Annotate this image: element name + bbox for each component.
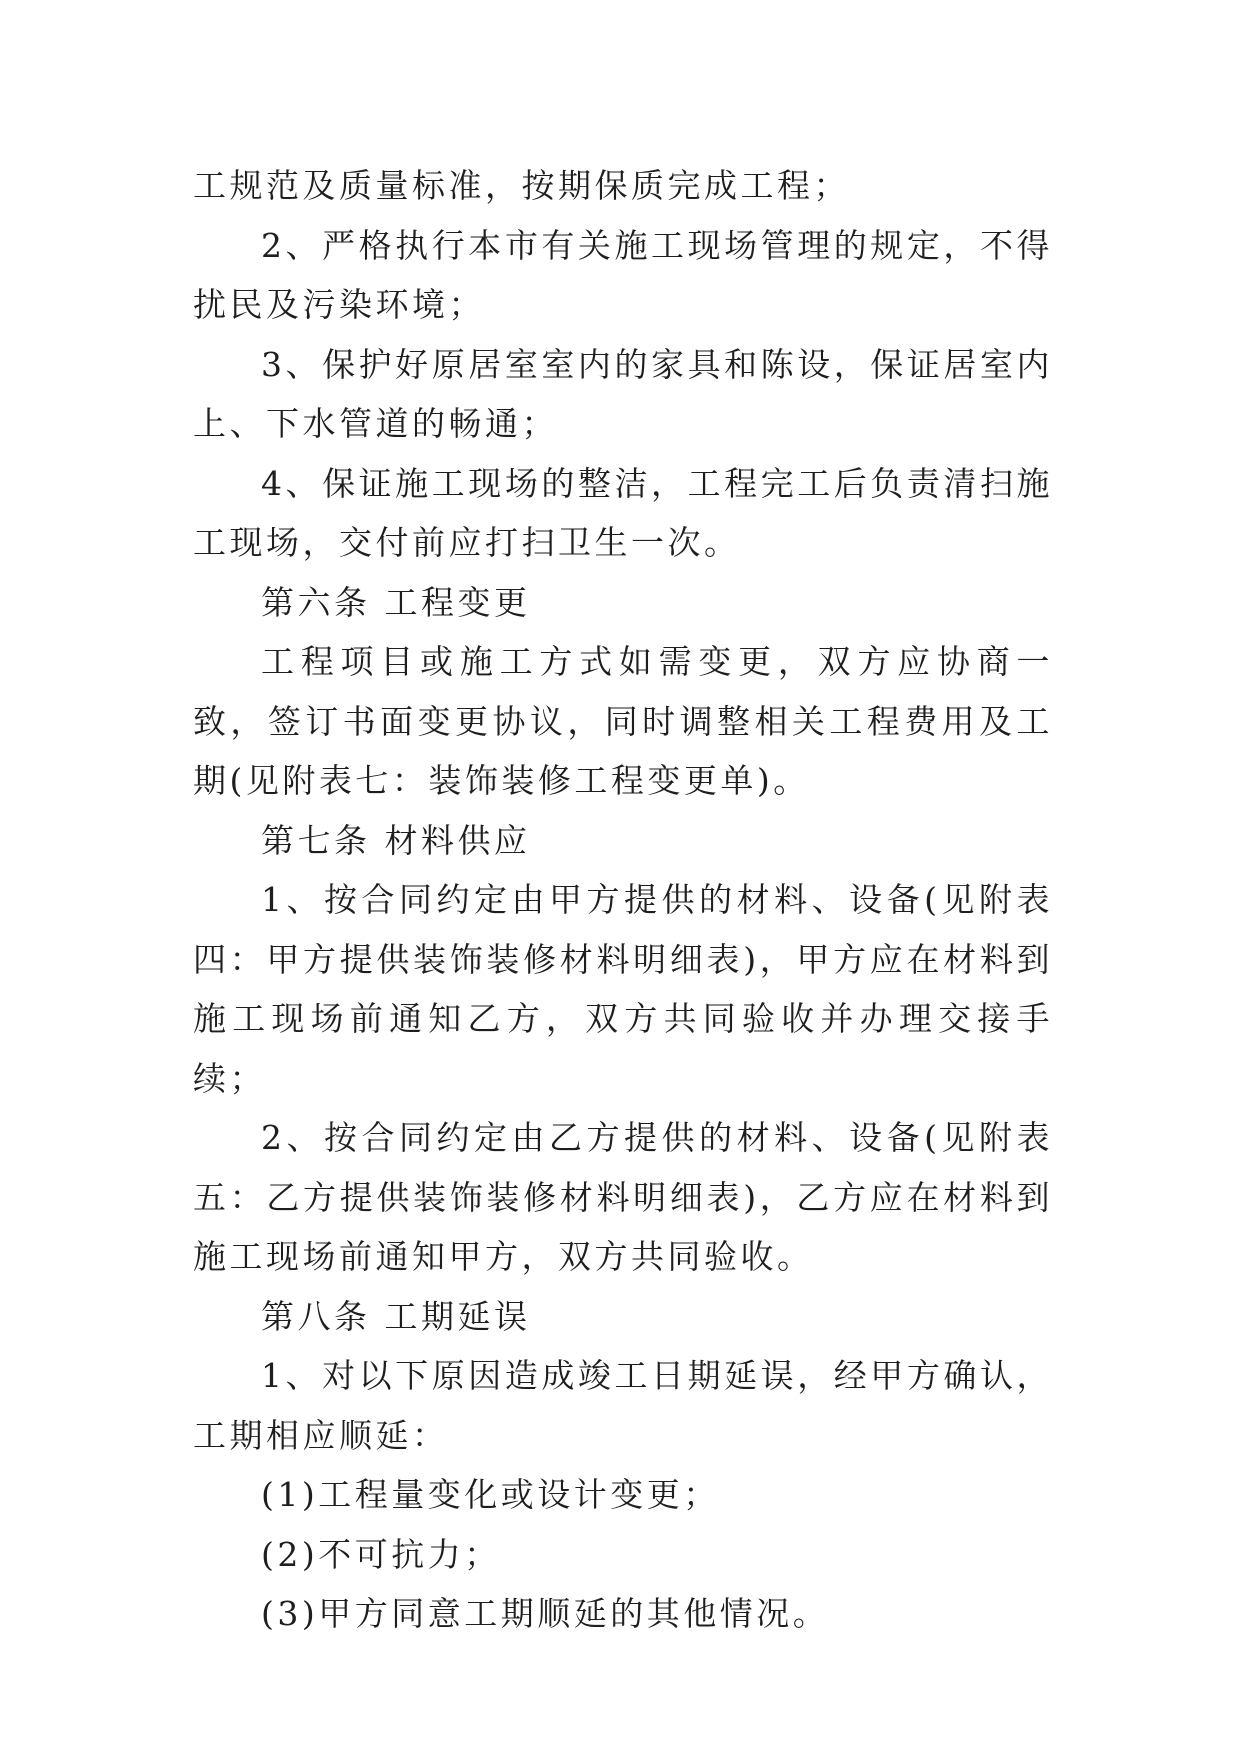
article-8-heading: 第八条 工期延误 <box>261 1296 531 1336</box>
paragraph-article-8-item-1: 1、对以下原因造成竣工日期延误，经甲方确认，工期相应顺延： <box>193 1356 1053 1455</box>
paragraph-clause-4-site-cleanliness: 4、保证施工现场的整洁，工程完工后负责清扫施工现场，交付前应打扫卫生一次。 <box>193 463 1053 562</box>
article-7-heading: 第七条 材料供应 <box>261 820 531 860</box>
paragraph-article-7-item-1: 1、按合同约定由甲方提供的材料、设备(见附表四：甲方提供装饰装修材料明细表)，甲方应在材料到施工现场前通知乙方，双方共同验收并办理交接手续； <box>193 880 1053 1098</box>
paragraph-continuation: 工规范及质量标准，按期保质完成工程； <box>193 166 850 205</box>
list-item-reason-1: (1)工程量变化或设计变更； <box>261 1475 720 1514</box>
list-item-reason-2: (2)不可抗力； <box>261 1534 501 1574</box>
list-item-reason-3: (3)甲方同意工期顺延的其他情况。 <box>261 1594 830 1633</box>
document-body <box>193 156 1053 1644</box>
article-6-heading: 第六条 工程变更 <box>261 582 531 622</box>
paragraph-article-7-item-2: 2、按合同约定由乙方提供的材料、设备(见附表五：乙方提供装饰装修材料明细表)，乙方应在材料到施工现场前通知甲方，双方共同验收。 <box>193 1118 1053 1276</box>
paragraph-clause-2-site-management: 2、严格执行本市有关施工现场管理的规定，不得扰民及污染环境； <box>193 225 1053 324</box>
paragraph-article-6-body: 工程项目或施工方式如需变更，双方应协商一致，签订书面变更协议，同时调整相关工程费用及工期(见附表七：装饰装修工程变更单)。 <box>193 642 1053 800</box>
paragraph-clause-3-protect-furniture: 3、保护好原居室室内的家具和陈设，保证居室内上、下水管道的畅通； <box>193 344 1053 443</box>
